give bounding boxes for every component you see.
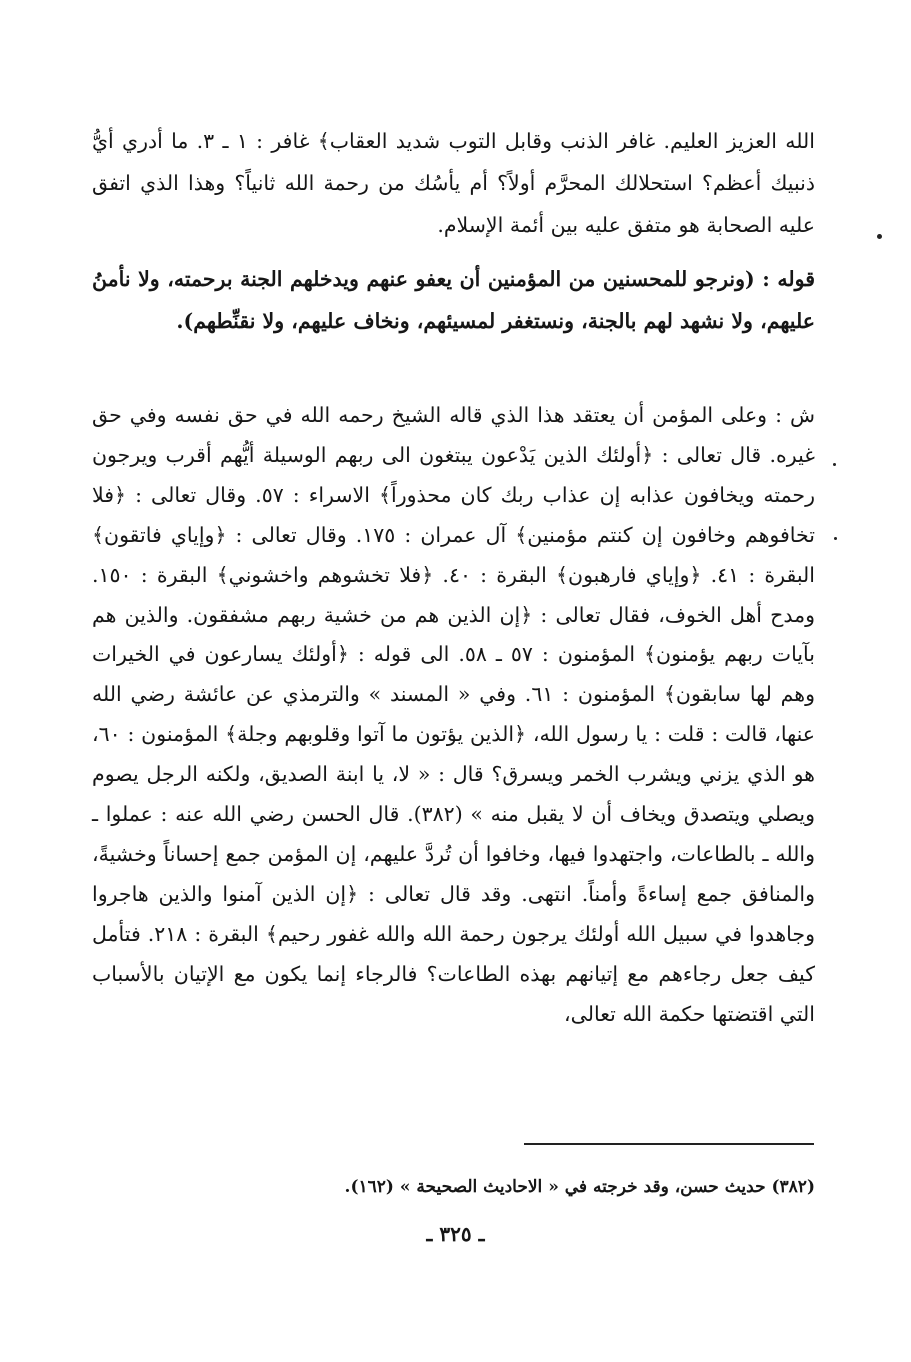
page-number: ـ ٣٢٥ ـ: [426, 1222, 485, 1246]
paragraph-3-commentary: [92, 396, 815, 1035]
paragraph-1: [92, 120, 815, 246]
footnote: (٣٨٢) حديث حسن، وقد خرجته في « الاحاديث الصحيحة » (١٦٢).: [344, 1177, 815, 1197]
paragraph-1-text: الله العزيز العليم. غافر الذنب وقابل التوب شديد العقاب﴾ غافر : ١ ـ ٣. ما أدري أيُّ ذنبيك أعظم؟ استحلالك المحرَّم أولاً؟ أم يأسُك من رحمة الله ثانياً؟ وهذا الذي اتفق عليه الصحابة هو متفق عليه بين أئمة الإسلام.: [92, 129, 815, 237]
paragraph-2-text: قوله : (ونرجو للمحسنين من المؤمنين أن يعفو عنهم ويدخلهم الجنة برحمته، ولا نأمنُ عليهم، ولا نشهد لهم بالجنة، ونستغفر لمسيئهم، ونخاف عليهم، ولا نقنِّطهم).: [92, 267, 815, 333]
paragraph-3-text: ش : وعلى المؤمن أن يعتقد هذا الذي قاله الشيخ رحمه الله في حق نفسه وفي حق غيره. قال تعالى : ﴿أولئك الذين يَدْعون يبتغون الى ربهم الوسيلة أيُّهم أقرب ويرجون رحمته ويخافون عذابه إن عذاب ربك كان محذوراً﴾ الاسراء : ٥٧. وقال تعالى : ﴿فلا تخافوهم وخافون إن كنتم مؤمنين﴾ آل عمران : ١٧٥. وقال تعالى : ﴿وإياي فاتقون﴾ البقرة : ٤١. ﴿وإياي فارهبون﴾ البقرة : ٤٠. ﴿فلا تخشوهم واخشوني﴾ البقرة : ١٥٠. ومدح أهل الخوف، فقال تعالى : ﴿إن الذين هم من خشية ربهم مشفقون. والذين هم بآيات ربهم يؤمنون﴾ المؤمنون : ٥٧ ـ ٥٨. الى قوله : ﴿أولئك يسارعون في الخيرات وهم لها سابقون﴾ المؤمنون : ٦١. وفي « المسند » والترمذي عن عائشة رضي الله عنها، قالت : قلت : يا رسول الله، ﴿الذين يؤتون ما آتوا وقلوبهم وجلة﴾ المؤمنون : ٦٠، هو الذي يزني ويشرب الخمر ويسرق؟ قال : « لا، يا ابنة الصديق، ولكنه الرجل يصوم ويصلي ويتصدق ويخاف أن لا يقبل منه » (٣٨٢). قال الحسن رضي الله عنه : عملوا ـ والله ـ بالطاعات، واجتهدوا فيها، وخافوا أن تُردَّ عليهم، إن المؤمن جمع إحساناً وخشيةً، والمنافق جمع إساءةً وأمناً. انتهى. وقد قال تعالى : ﴿إن الذين آمنوا والذين هاجروا وجاهدوا في سبيل الله أولئك يرجون رحمة الله والله غفور رحيم﴾ البقرة : ٢١٨. فتأمل كيف جعل رجاءهم مع إتيانهم بهذه الطاعات؟ فالرجاء إنما يكون مع الإتيان بالأسباب التي اقتضتها حكمة الله تعالى،: [92, 403, 816, 1026]
footnote-divider: [524, 1143, 814, 1145]
paragraph-2-quote: [92, 258, 815, 342]
margin-speck: [834, 537, 837, 540]
margin-speck: [833, 463, 836, 466]
margin-speck: [877, 234, 882, 239]
